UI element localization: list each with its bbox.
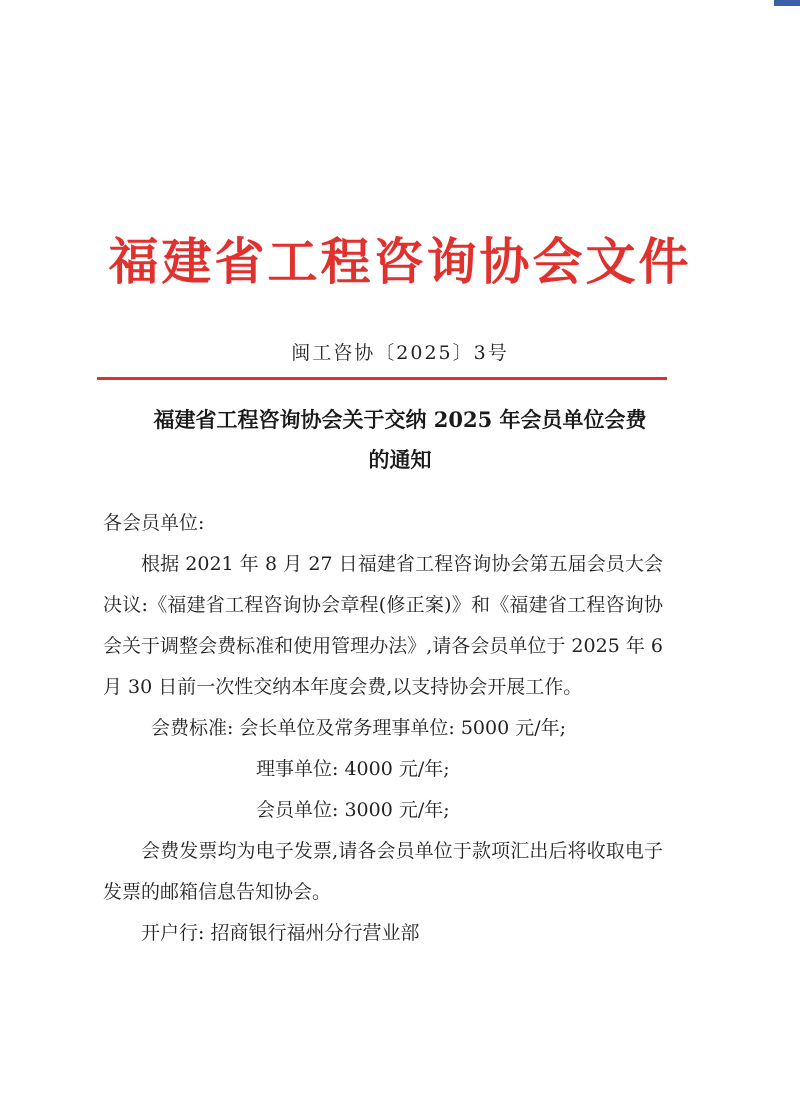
bank-account-line: 开户行: 招商银行福州分行营业部 — [141, 922, 420, 944]
notice-title-line-2: 的通知 — [368, 447, 432, 472]
document-number: 闽工咨协〔2025〕3号 — [291, 342, 509, 364]
red-divider-line — [97, 377, 667, 380]
notice-title-line-1: 福建省工程咨询协会关于交纳 2025 年会员单位会费 — [153, 407, 647, 432]
fee-standard-label: 会费标准: — [151, 717, 234, 739]
paragraph-invoice: 会费发票均为电子发票,请各会员单位于款项汇出后将收取电子发票的邮箱信息告知协会。 — [103, 840, 663, 903]
paragraph-dues-notice: 根据 2021 年 8 月 27 日福建省工程咨询协会第五届会员大会决议:《福建省工程咨询协会章程(修正案)》和《福建省工程咨询协会关于调整会费标准和使用管理办法》,请各会员单位于 2025 年 6 月 30 日前一次性交纳本年度会费,以支持协会开展工作。 — [103, 553, 663, 698]
fee-item-director: 理事单位: 4000 元/年; — [256, 758, 450, 780]
notice-body — [103, 503, 663, 954]
notice-title — [60, 400, 740, 480]
fee-item-council: 会长单位及常务理事单位: 5000 元/年; — [239, 717, 567, 739]
corner-scan-mark — [774, 0, 800, 6]
fee-item-member: 会员单位: 3000 元/年; — [256, 799, 450, 821]
fee-standard-line-1 — [103, 708, 663, 749]
masthead-title: 福建省工程咨询协会文件 — [108, 232, 692, 291]
salutation: 各会员单位: — [103, 512, 205, 534]
